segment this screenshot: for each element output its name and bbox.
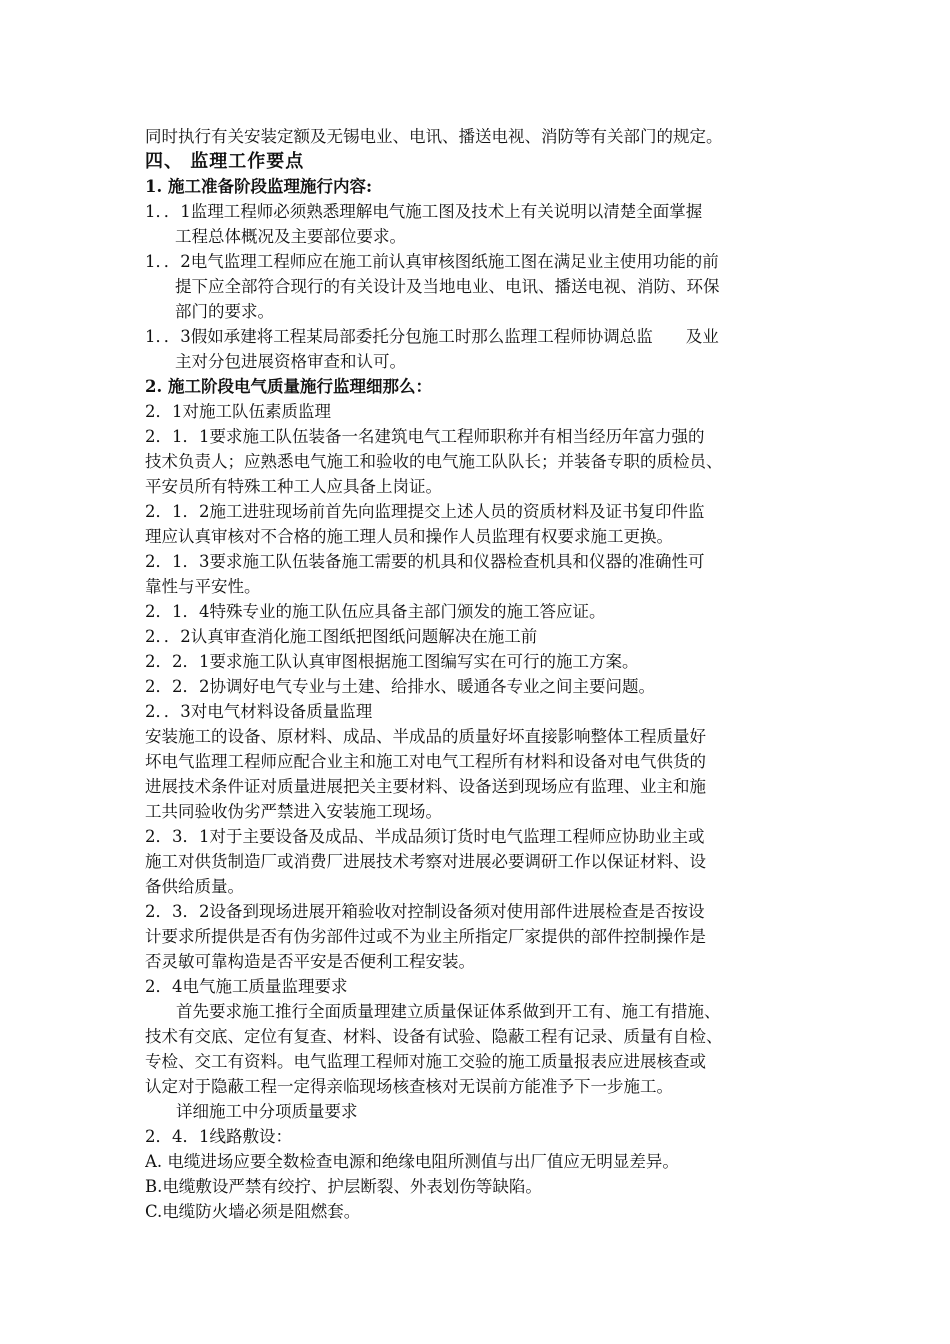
text-line-36: 首先要求施工推行全面质量理建立质量保证体系做到开工有、施工有措施、 xyxy=(176,1002,721,1021)
text-line-42: A. 电缆进场应要全数检查电源和绝缘电阻所测值与出厂值应无明显差异。 xyxy=(145,1152,679,1171)
subheading-1: 1. 施工准备阶段监理施行内容: xyxy=(145,177,373,196)
text-line-14: 技术负责人；应熟悉电气施工和验收的电气施工队队长；并装备专职的质检员、 xyxy=(145,452,723,471)
text-line-16: 2．1．2施工进驻现场前首先向监理提交上述人员的资质材料及证书复印件监 xyxy=(145,502,705,521)
text-line-40: 详细施工中分项质量要求 xyxy=(176,1102,358,1121)
text-line-39: 认定对于隐蔽工程一定得亲临现场核查核对无误前方能准予下一步施工。 xyxy=(145,1077,673,1096)
text-line-17: 理应认真审核对不合格的施工理人员和操作人员监理有权要求施工更换。 xyxy=(145,527,673,546)
text-line-9: 1．．3假如承建将工程某局部委托分包施工时那么监理工程师协调总监 及业 xyxy=(145,327,719,346)
text-line-20: 2．1．4特殊专业的施工队伍应具备主部门颁发的施工答应证。 xyxy=(145,602,606,621)
text-line-30: 施工对供货制造厂或消费厂进展技术考察对进展必要调研工作以保证材料、设 xyxy=(145,852,706,871)
text-line-15: 平安员所有特殊工种工人应具备上岗证。 xyxy=(145,477,442,496)
text-line-5: 工程总体概况及主要部位要求。 xyxy=(175,227,406,246)
text-line-13: 2．1．1要求施工队伍装备一名建筑电气工程师职称并有相当经历年富力强的 xyxy=(145,427,705,446)
text-line-41: 2．4．1线路敷设： xyxy=(145,1127,292,1146)
text-line-26: 坏电气监理工程师应配合业主和施工对电气工程所有材料和设备对电气供货的 xyxy=(145,752,706,771)
text-line-8: 部门的要求。 xyxy=(175,302,274,321)
text-line-25: 安装施工的设备、原材料、成品、半成品的质量好坏直接影响整体工程质量好 xyxy=(145,727,706,746)
text-line-24: 2．．3对电气材料设备质量监理 xyxy=(145,702,373,721)
text-line-32: 2．3．2设备到现场进展开箱验收对控制设备须对使用部件进展检查是否按设 xyxy=(145,902,705,921)
text-line-12: 2．1对施工队伍素质监理 xyxy=(145,402,331,421)
text-line-35: 2．4电气施工质量监理要求 xyxy=(145,977,348,996)
text-line-38: 专检、交工有资料。电气监理工程师对施工交验的施工质量报表应进展核查或 xyxy=(145,1052,706,1071)
text-line-29: 2．3．1对于主要设备及成品、半成品须订货时电气监理工程师应协助业主或 xyxy=(145,827,705,846)
text-line-21: 2．．2认真审查消化施工图纸把图纸问题解决在施工前 xyxy=(145,627,538,646)
text-line-4: 1．．1监理工程师必须熟悉理解电气施工图及技术上有关说明以清楚全面掌握 xyxy=(145,202,703,221)
text-line-1: 同时执行有关安装定额及无锡电业、电讯、播送电视、消防等有关部门的规定。 xyxy=(145,127,723,146)
subheading-2: 2. 施工阶段电气质量施行监理细那么： xyxy=(145,377,432,396)
text-line-7: 提下应全部符合现行的有关设计及当地电业、电讯、播送电视、消防、环保 xyxy=(175,277,720,296)
text-line-10: 主对分包进展资格审查和认可。 xyxy=(175,352,406,371)
text-line-43: B.电缆敷设严禁有绞拧、护层断裂、外表划伤等缺陷。 xyxy=(145,1177,542,1196)
text-line-22: 2．2．1要求施工队认真审图根据施工图编写实在可行的施工方案。 xyxy=(145,652,639,671)
text-line-28: 工共同验收伪劣严禁进入安装施工现场。 xyxy=(145,802,442,821)
text-line-6: 1．．2电气监理工程师应在施工前认真审核图纸施工图在满足业主使用功能的前 xyxy=(145,252,719,271)
text-line-44: C.电缆防火墙必须是阻燃套。 xyxy=(145,1202,361,1221)
text-line-33: 计要求所提供是否有伪劣部件过或不为业主所指定厂家提供的部件控制操作是 xyxy=(145,927,706,946)
text-line-23: 2．2．2协调好电气专业与土建、给排水、暖通各专业之间主要问题。 xyxy=(145,677,655,696)
document-page xyxy=(145,124,815,1224)
text-line-19: 靠性与平安性。 xyxy=(145,577,261,596)
text-line-34: 否灵敏可靠构造是否平安是否便利工程安装。 xyxy=(145,952,475,971)
text-line-37: 技术有交底、定位有复查、材料、设备有试验、隐蔽工程有记录、质量有自检、 xyxy=(145,1027,723,1046)
section-heading-4: 四、 监理工作要点 xyxy=(145,151,305,172)
text-line-31: 备供给质量。 xyxy=(145,877,244,896)
text-line-27: 进展技术条件证对质量进展把关主要材料、设备送到现场应有监理、业主和施 xyxy=(145,777,706,796)
text-line-18: 2．1．3要求施工队伍装备施工需要的机具和仪器检查机具和仪器的准确性可 xyxy=(145,552,705,571)
